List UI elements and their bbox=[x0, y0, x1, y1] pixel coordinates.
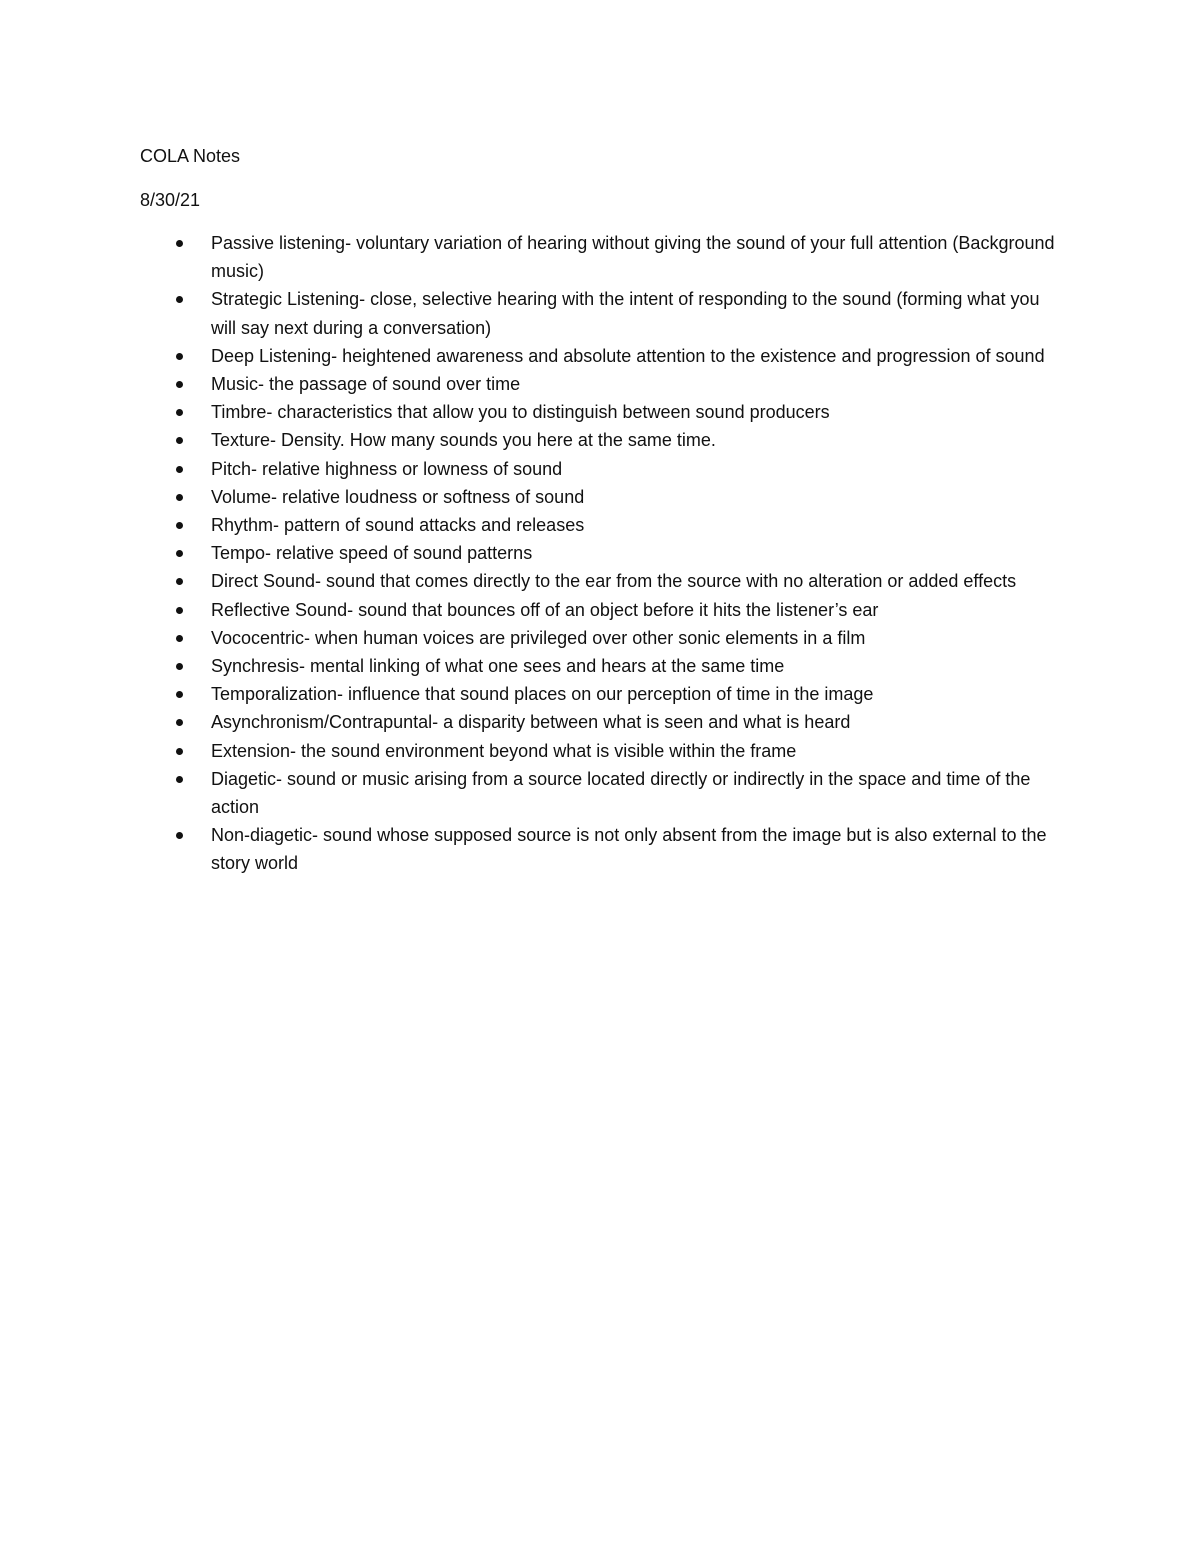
note-item bbox=[0, 483, 1200, 511]
note-item bbox=[0, 652, 1200, 680]
note-item bbox=[0, 342, 1200, 370]
bullet-icon bbox=[176, 719, 183, 726]
bullet-icon bbox=[176, 578, 183, 585]
bullet-icon bbox=[176, 522, 183, 529]
note-text: Deep Listening- heightened awareness and absolute attention to the existence and progression of sound bbox=[211, 345, 1045, 366]
note-text: Pitch- relative highness or lowness of sound bbox=[211, 458, 563, 479]
bullet-icon bbox=[176, 691, 183, 698]
note-text: Vococentric- when human voices are privileged over other sonic elements in a film bbox=[211, 627, 866, 648]
bullet-icon bbox=[176, 663, 183, 670]
document-date: 8/30/21 bbox=[140, 190, 201, 210]
note-item bbox=[0, 285, 1200, 341]
bullet-icon bbox=[176, 466, 183, 473]
note-text: Asynchronism/Contrapuntal- a disparity between what is seen and what is heard bbox=[211, 712, 851, 733]
note-text: Passive listening- voluntary variation of hearing without giving the sound of your full attention (Background music) bbox=[211, 233, 1055, 282]
note-item bbox=[0, 624, 1200, 652]
note-text: Volume- relative loudness or softness of sound bbox=[211, 486, 585, 507]
note-item bbox=[0, 539, 1200, 567]
note-text: Rhythm- pattern of sound attacks and releases bbox=[211, 515, 585, 536]
bullet-icon bbox=[176, 353, 183, 360]
bullet-icon bbox=[176, 296, 183, 303]
bullet-icon bbox=[176, 381, 183, 388]
note-text: Reflective Sound- sound that bounces off of an object before it hits the listener’s ear bbox=[211, 599, 879, 620]
bullet-icon bbox=[176, 409, 183, 416]
note-item bbox=[0, 370, 1200, 398]
bullet-icon bbox=[176, 748, 183, 755]
note-item bbox=[0, 398, 1200, 426]
note-text: Temporalization- influence that sound places on our perception of time in the image bbox=[211, 684, 874, 705]
note-item bbox=[0, 821, 1200, 877]
note-text: Synchresis- mental linking of what one sees and hears at the same time bbox=[211, 656, 785, 677]
note-text: Direct Sound- sound that comes directly to the ear from the source with no alteration or added effects bbox=[211, 571, 1017, 592]
bullet-icon bbox=[176, 437, 183, 444]
bullet-icon bbox=[176, 550, 183, 557]
note-item bbox=[0, 765, 1200, 821]
bullet-icon bbox=[176, 607, 183, 614]
note-item bbox=[0, 229, 1200, 285]
document-title: COLA Notes bbox=[140, 146, 241, 166]
notes-list bbox=[0, 229, 1200, 878]
bullet-icon bbox=[176, 832, 183, 839]
note-text: Extension- the sound environment beyond what is visible within the frame bbox=[211, 740, 797, 761]
note-item bbox=[0, 737, 1200, 765]
bullet-icon bbox=[176, 635, 183, 642]
bullet-icon bbox=[176, 240, 183, 247]
note-text: Strategic Listening- close, selective hearing with the intent of responding to the sound (forming what you will say next during a conversation) bbox=[211, 289, 1040, 338]
note-item bbox=[0, 708, 1200, 736]
note-text: Music- the passage of sound over time bbox=[211, 374, 521, 395]
note-text: Non-diagetic- sound whose supposed source is not only absent from the image but is also external to the story world bbox=[211, 825, 1047, 874]
note-text: Texture- Density. How many sounds you here at the same time. bbox=[211, 430, 716, 451]
note-text: Diagetic- sound or music arising from a source located directly or indirectly in the space and time of the action bbox=[211, 768, 1031, 818]
note-item bbox=[0, 455, 1200, 483]
note-text: Tempo- relative speed of sound patterns bbox=[211, 543, 533, 564]
note-text: Timbre- characteristics that allow you to distinguish between sound producers bbox=[211, 402, 830, 423]
note-item bbox=[0, 596, 1200, 624]
note-item bbox=[0, 511, 1200, 539]
note-item bbox=[0, 680, 1200, 708]
bullet-icon bbox=[176, 494, 183, 501]
note-item bbox=[0, 567, 1200, 595]
bullet-icon bbox=[176, 776, 183, 783]
note-item bbox=[0, 426, 1200, 454]
